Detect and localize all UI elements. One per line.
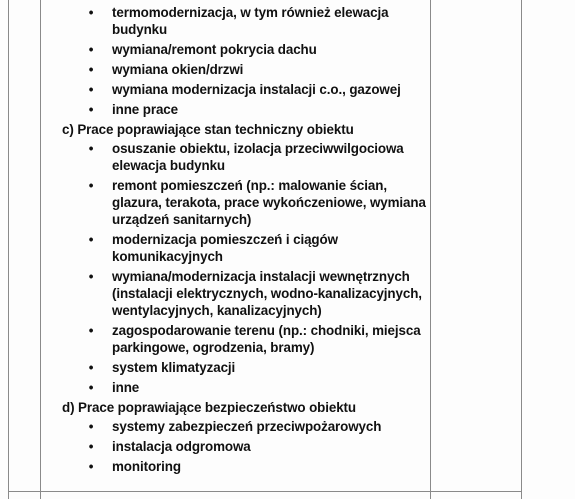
- bullet-icon: •: [88, 439, 94, 454]
- bullet-icon: •: [88, 62, 94, 77]
- table-cell-work-types: [60, 4, 426, 478]
- bullet-icon: •: [88, 360, 94, 375]
- table-column-divider: [40, 0, 41, 499]
- bullet-icon: •: [88, 380, 94, 395]
- bullet-icon: •: [88, 232, 94, 247]
- list-item: • zagospodarowanie terenu (np.: chodniki, miejsca parkingowe, ogrodzenia, bramy): [112, 322, 426, 356]
- list-item: • instalacja odgromowa: [112, 438, 426, 455]
- table-border-left: [8, 0, 9, 499]
- list-item: • wymiana okien/drzwi: [112, 61, 426, 78]
- bullet-icon: •: [88, 269, 94, 284]
- list-item: • system klimatyzacji: [112, 359, 426, 376]
- group-c-list: [60, 140, 426, 396]
- group-d-list: [60, 418, 426, 475]
- list-item: • wymiana/remont pokrycia dachu: [112, 41, 426, 58]
- group-b-list: [60, 4, 426, 118]
- bullet-icon: •: [88, 323, 94, 338]
- list-item: • wymiana/modernizacja instalacji wewnętrznych (instalacji elektrycznych, wodno-kanalizacyjnych, wentylacyjnych, kanalizacyjnych): [112, 268, 426, 319]
- bullet-icon: •: [88, 102, 94, 117]
- table-border-right: [521, 0, 522, 499]
- bullet-icon: •: [88, 178, 94, 193]
- list-item: • inne prace: [112, 101, 426, 118]
- bullet-icon: •: [88, 459, 94, 474]
- bullet-icon: •: [88, 419, 94, 434]
- bullet-icon: •: [88, 82, 94, 97]
- list-item: • remont pomieszczeń (np.: malowanie ścian, glazura, terakota, prace wykończeniowe, wymiana urządzeń sanitarnych): [112, 177, 426, 228]
- table-border-bottom: [8, 491, 522, 492]
- list-item: • inne: [112, 379, 426, 396]
- list-item: • modernizacja pomieszczeń i ciągów komunikacyjnych: [112, 231, 426, 265]
- bullet-icon: •: [88, 141, 94, 156]
- table-column-divider: [430, 0, 431, 499]
- section-heading-d: d) Prace poprawiające bezpieczeństwo obiektu: [62, 400, 356, 415]
- list-item: • osuszanie obiektu, izolacja przeciwwilgociowa elewacja budynku: [112, 140, 426, 174]
- bullet-icon: •: [88, 42, 94, 57]
- list-item: • systemy zabezpieczeń przeciwpożarowych: [112, 418, 426, 435]
- list-item: • monitoring: [112, 458, 426, 475]
- section-heading-c: c) Prace poprawiające stan techniczny obiektu: [62, 122, 354, 137]
- list-item: • wymiana modernizacja instalacji c.o., gazowej: [112, 81, 426, 98]
- list-item: • termomodernizacja, w tym również elewacja budynku: [112, 4, 426, 38]
- bullet-icon: •: [88, 5, 94, 20]
